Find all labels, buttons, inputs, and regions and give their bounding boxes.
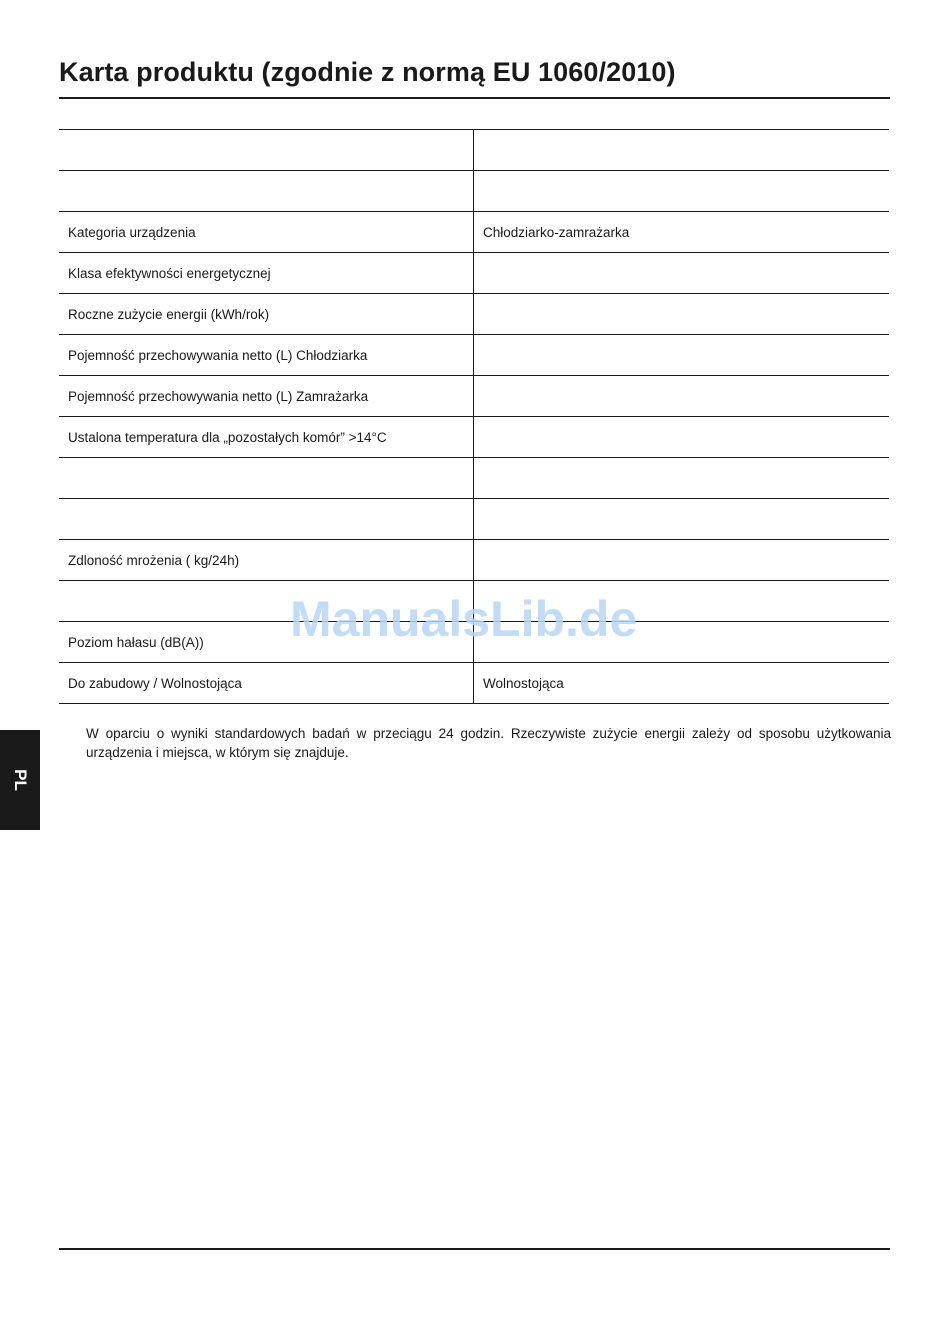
table-row — [59, 458, 889, 499]
table-row — [59, 663, 889, 704]
row-label: Zdloność mrożenia ( kg/24h) — [59, 540, 474, 581]
row-label: Pojemność przechowywania netto (L) Chłodziarka — [59, 335, 474, 376]
language-tab-label: PL — [11, 769, 30, 791]
footnote: W oparciu o wyniki standardowych badań w przeciągu 24 godzin. Rzeczywiste zużycie energii zależy od sposobu użytkowania urządzenia i miejsca, w którym się znajduje. — [86, 726, 891, 760]
row-value — [474, 253, 890, 294]
row-label — [59, 458, 474, 499]
row-value — [474, 417, 890, 458]
table-row — [59, 376, 889, 417]
table-row — [59, 499, 889, 540]
product-spec-table — [59, 129, 889, 704]
row-label — [59, 130, 474, 171]
row-label: Ustalona temperatura dla „pozostałych komór” >14°C — [59, 417, 474, 458]
row-value — [474, 540, 890, 581]
watermark: ManualsLib.de — [290, 591, 638, 647]
title-divider — [59, 97, 890, 99]
row-label: Poziom hałasu (dB(A)) — [59, 622, 474, 663]
table-row — [59, 622, 889, 663]
row-value — [474, 171, 890, 212]
table-row — [59, 171, 889, 212]
row-value — [474, 458, 890, 499]
row-label — [59, 581, 474, 622]
row-value — [474, 376, 890, 417]
table-row — [59, 253, 889, 294]
table-row — [59, 212, 889, 253]
row-label — [59, 499, 474, 540]
row-label: Do zabudowy / Wolnostojąca — [59, 663, 474, 704]
table-row — [59, 335, 889, 376]
footer-divider — [59, 1248, 890, 1250]
row-label: Klasa efektywności energetycznej — [59, 253, 474, 294]
row-value — [474, 335, 890, 376]
language-tab — [0, 730, 40, 830]
row-value: Wolnostojąca — [474, 663, 890, 704]
row-value — [474, 130, 890, 171]
row-value — [474, 622, 890, 663]
row-value — [474, 294, 890, 335]
page-title: Karta produktu (zgodnie z normą EU 1060/2010) — [59, 57, 676, 87]
row-label — [59, 171, 474, 212]
row-label: Kategoria urządzenia — [59, 212, 474, 253]
row-value — [474, 499, 890, 540]
table-row — [59, 581, 889, 622]
row-value: Chłodziarko-zamrażarka — [474, 212, 890, 253]
table-row — [59, 294, 889, 335]
row-value — [474, 581, 890, 622]
row-label: Roczne zużycie energii (kWh/rok) — [59, 294, 474, 335]
table-row — [59, 130, 889, 171]
table-row — [59, 540, 889, 581]
table-row — [59, 417, 889, 458]
row-label: Pojemność przechowywania netto (L) Zamrażarka — [59, 376, 474, 417]
